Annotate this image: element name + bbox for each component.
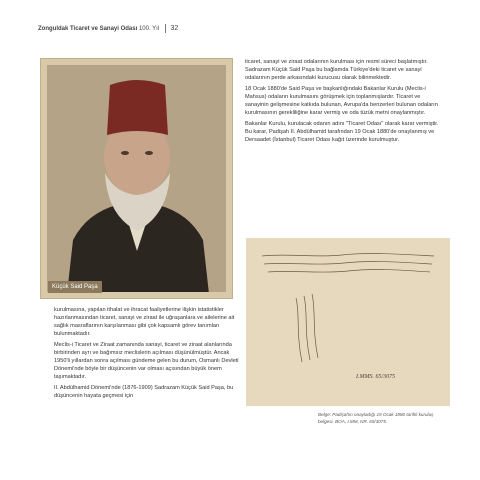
page-number: 32 xyxy=(170,25,179,32)
portrait-illustration xyxy=(47,65,226,292)
document-caption: Belge: Padişahın onayladığı 19 Ocak 1880 tarihli kuruluş belgesi. BOA, I.MM, NR. 65/3075. xyxy=(318,412,434,424)
photo-caption: Küçük Said Paşa xyxy=(48,281,102,293)
paragraph: ticaret, sanayi ve ziraat odalarının kurulması için resmi süreci başlatmıştır. Sadrazam Küçük Said Paşa bu bağlamda Türkiye'deki ticaret ve sanayi odalarının perde arkasındaki kurucusu olarak bilinmektedir. xyxy=(245,59,428,81)
right-column-text xyxy=(245,58,445,147)
header-title: Zonguldak Ticaret ve Sanayi Odası xyxy=(38,26,138,32)
paragraph: Bakanlar Kurulu, kurulacak odanın adını "Ticaret Odası" olarak karar vermiştir. Bu karar, Padişah II. Abdülhamid tarafından 19 Ocak 1880'de onaylanmış ve Dersaadet (İstanbul) Ticaret Odası kağıt üzerinde kurulmuştur. xyxy=(245,121,439,143)
header-divider xyxy=(165,24,166,33)
page-header xyxy=(38,22,178,36)
paragraph: II. Abdülhamid Dönemi'nde (1876-1909) Sadrazam Küçük Said Paşa, bu düşüncenin hayata geçmesi için xyxy=(54,385,234,399)
archive-code: I.MMS. 65/3075 xyxy=(356,374,396,380)
paragraph: kurulmasına, yapılan ithalat ve ihracat faaliyetlerine ilişkin istatistikler hazırlanmasından ticaret, sanayi ve ziraat ile uğraşanlara ve ailelerine ait sağlık masraflarının karşılanması gibi çok kapsamlı görev tanımları bulunmaktadır. xyxy=(54,307,235,337)
document-illustration xyxy=(246,238,450,406)
paragraph: Meclis-i Ticaret ve Ziraat zamanında sanayi, ticaret ve ziraat alanlarında birbirinden ayrı ve bağımsız meclislerin açılması düşünülmüştür. Ancak 1950'li yıllardan sonra açılması gündeme gelen bu durum, Osmanlı Devleti Dönemi'nde böyle bir düşüncenin var olması açısından büyük önem taşımaktadır. xyxy=(54,342,239,380)
left-column-text xyxy=(54,306,240,403)
header-years: 100. Yıl xyxy=(138,26,160,32)
portrait-photo xyxy=(40,58,233,299)
historical-document-image xyxy=(246,238,450,406)
paragraph: 18 Ocak 1880'de Said Paşa ve başkanlığındaki Bakanlar Kurulu (Meclis-i Mahsus) odaların kurulmasını görüşmek için toplanmışlardır. Ticaret ve sanayinin gelişmesine katkıda bulunan, Avrupa'da benzerleri bulunan odaların kurulmasının gerekliliğine karar vermiş ve oda tüzük metni onaylanmıştır. xyxy=(245,86,438,116)
